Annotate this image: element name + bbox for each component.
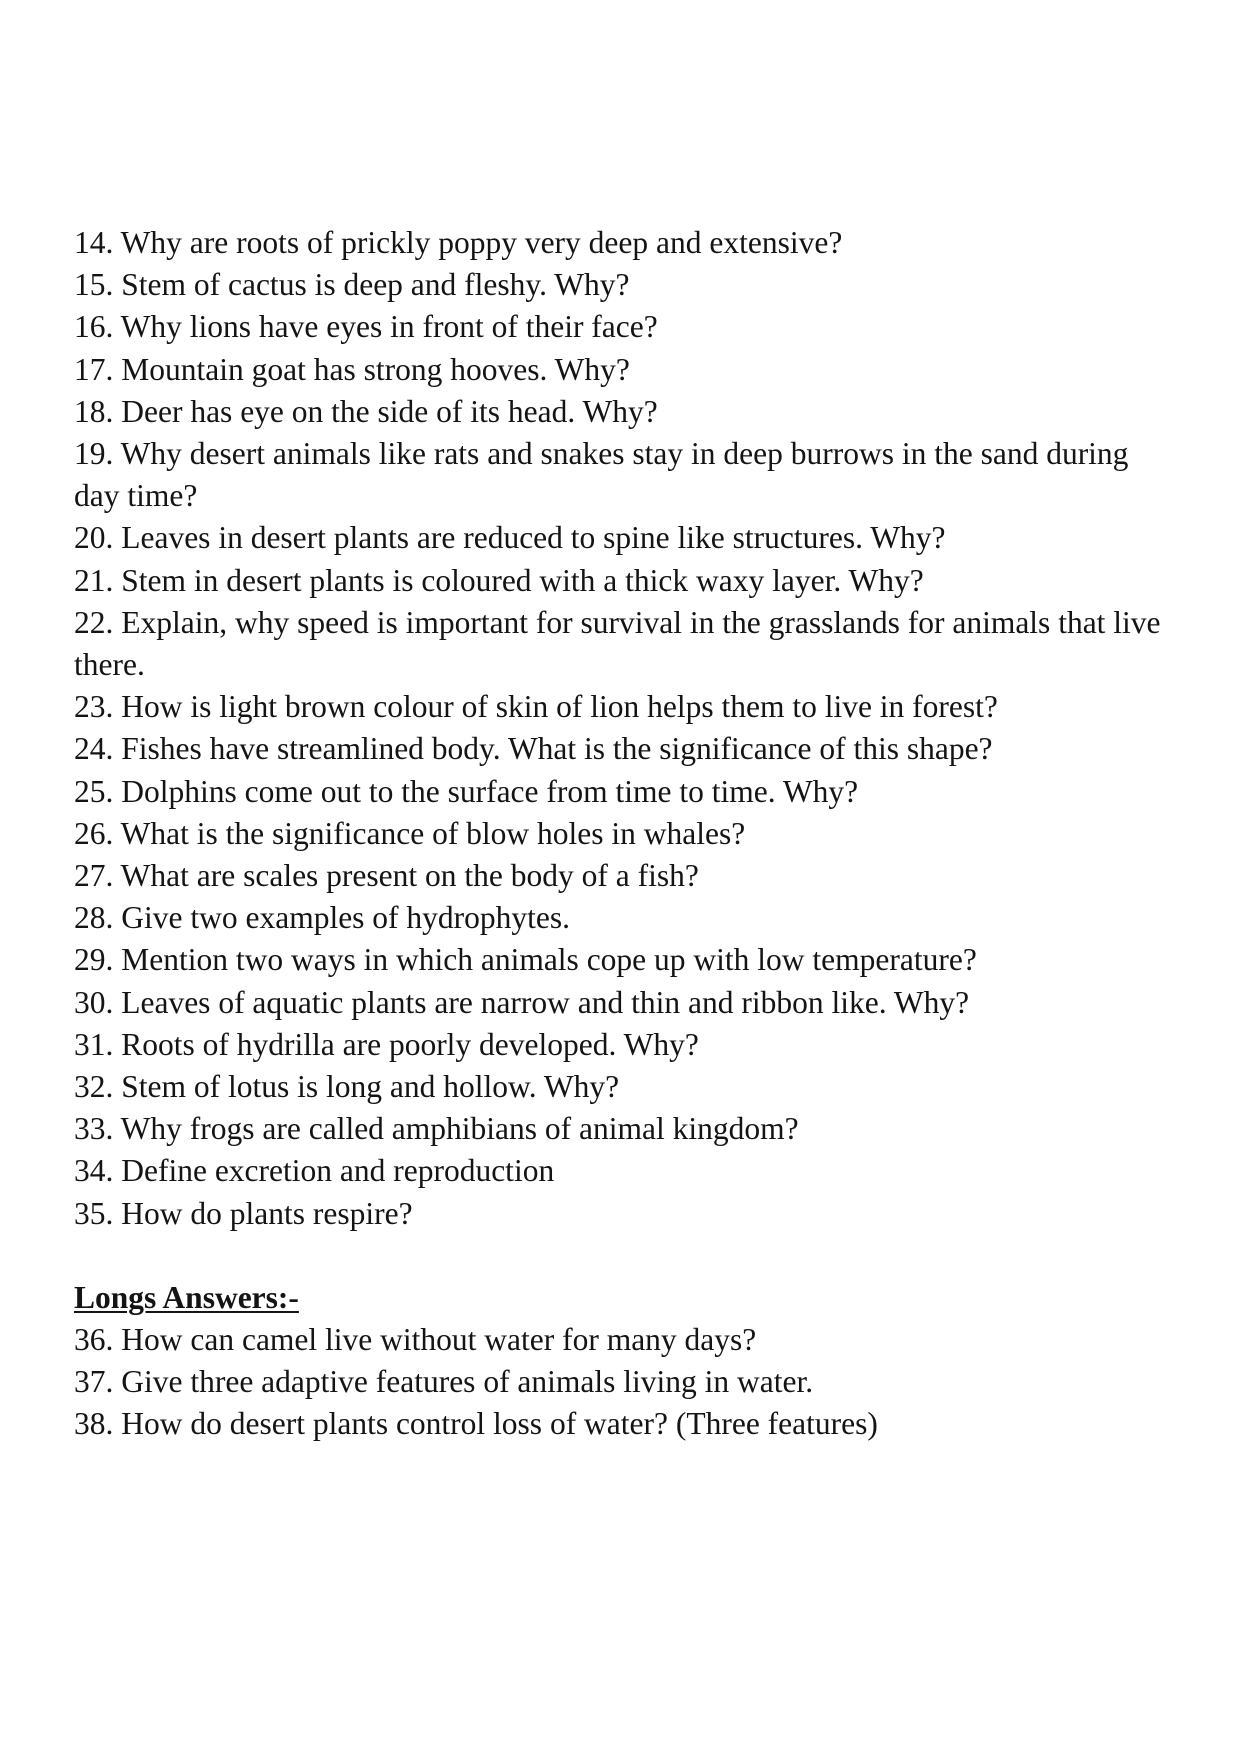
- question-19: 19. Why desert animals like rats and snakes stay in deep burrows in the sand during day time?: [74, 436, 1129, 514]
- question-15: 15. Stem of cactus is deep and fleshy. Why?: [74, 267, 630, 303]
- question-20: 20. Leaves in desert plants are reduced to spine like structures. Why?: [74, 520, 946, 556]
- question-18: 18. Deer has eye on the side of its head. Why?: [74, 393, 658, 429]
- question-38: 38. How do desert plants control loss of water? (Three features): [74, 1406, 878, 1442]
- question-23: 23. How is light brown colour of skin of lion helps them to live in forest?: [74, 689, 998, 725]
- question-35: 35. How do plants respire?: [74, 1195, 413, 1231]
- question-14: 14. Why are roots of prickly poppy very deep and extensive?: [74, 225, 843, 260]
- long-answers-heading: Longs Answers:-: [74, 1279, 299, 1315]
- question-26: 26. What is the significance of blow holes in whales?: [74, 815, 746, 851]
- question-17: 17. Mountain goat has strong hooves. Why?: [74, 351, 630, 387]
- question-22: 22. Explain, why speed is important for survival in the grasslands for animals that live there.: [74, 604, 1161, 683]
- question-16: 16. Why lions have eyes in front of their face?: [74, 309, 658, 345]
- question-37: 37. Give three adaptive features of animals living in water.: [74, 1364, 814, 1400]
- question-24: 24. Fishes have streamlined body. What is the significance of this shape?: [74, 731, 993, 767]
- question-21: 21. Stem in desert plants is coloured with a thick waxy layer. Why?: [74, 562, 924, 598]
- question-28: 28. Give two examples of hydrophytes.: [74, 900, 571, 936]
- question-27: 27. What are scales present on the body of a fish?: [74, 858, 699, 894]
- section-spacer: [74, 1235, 1174, 1277]
- question-34: 34. Define excretion and reproduction: [74, 1153, 555, 1189]
- question-list: [74, 222, 1174, 1446]
- question-36: 36. How can camel live without water for many days?: [74, 1322, 757, 1358]
- question-33: 33. Why frogs are called amphibians of animal kingdom?: [74, 1111, 799, 1147]
- question-32: 32. Stem of lotus is long and hollow. Why?: [74, 1069, 620, 1105]
- question-29: 29. Mention two ways in which animals cope up with low temperature?: [74, 942, 977, 978]
- question-25: 25. Dolphins come out to the surface from time to time. Why?: [74, 773, 859, 809]
- question-30: 30. Leaves of aquatic plants are narrow and thin and ribbon like. Why?: [74, 984, 970, 1020]
- question-31: 31. Roots of hydrilla are poorly developed. Why?: [74, 1026, 699, 1062]
